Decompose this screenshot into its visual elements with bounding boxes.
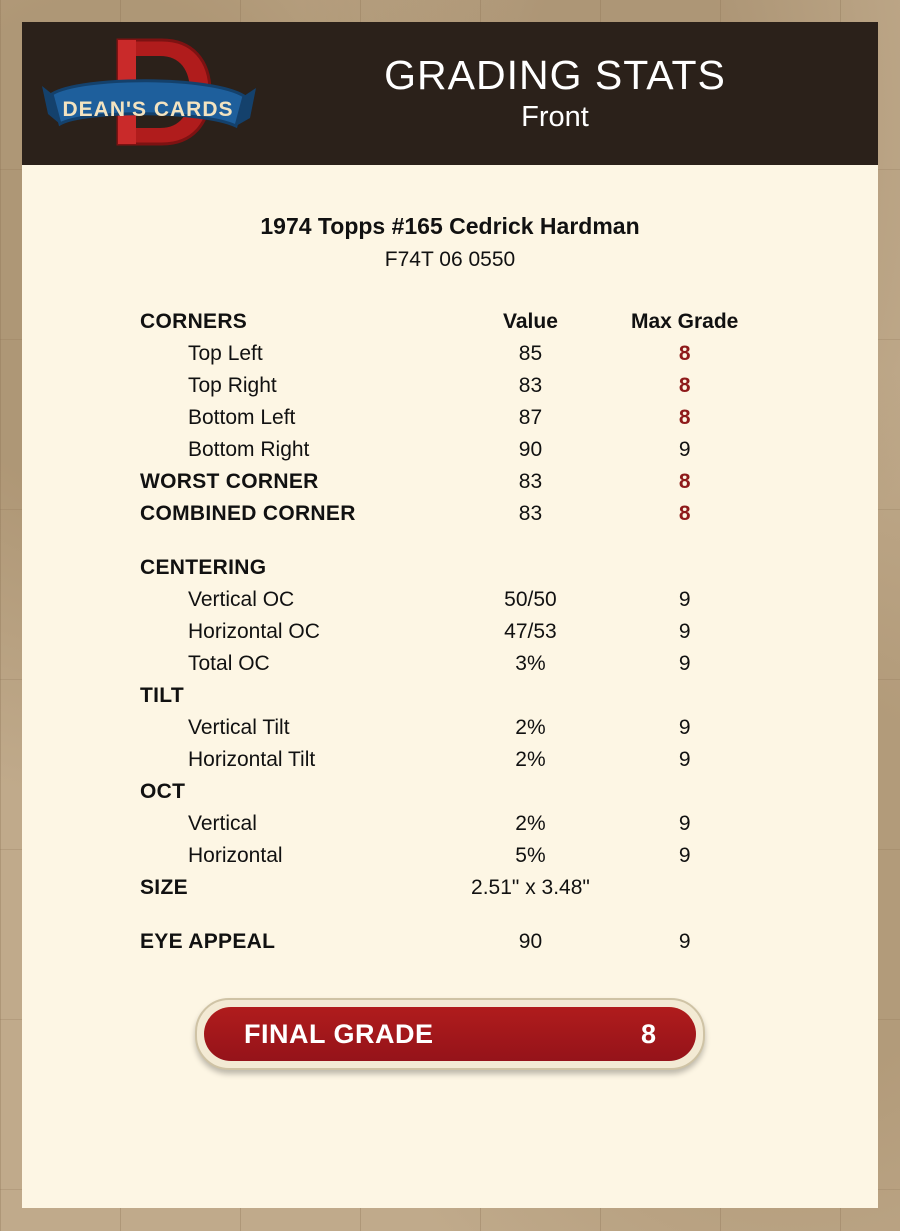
row-label-oct-vertical: Vertical bbox=[188, 812, 257, 835]
table-header-row bbox=[140, 306, 760, 338]
row-grade-vertical-tilt: 9 bbox=[678, 716, 691, 739]
row-grade-total-oc: 9 bbox=[678, 652, 691, 675]
row-grade-eye-appeal: 9 bbox=[678, 930, 691, 953]
table-row bbox=[140, 370, 760, 402]
section-header-corners: CORNERS bbox=[140, 310, 248, 333]
table-row bbox=[140, 808, 760, 840]
row-label-vertical-tilt: Vertical Tilt bbox=[188, 716, 290, 739]
final-grade-label: FINAL GRADE bbox=[244, 1018, 434, 1049]
row-value-total-oc: 3% bbox=[515, 652, 546, 675]
table-row bbox=[140, 776, 760, 808]
row-spacer bbox=[140, 530, 760, 552]
grading-stats-table bbox=[140, 306, 760, 958]
logo-graphic bbox=[22, 22, 272, 165]
row-value-bottom-right: 90 bbox=[518, 438, 543, 461]
row-value-top-right: 83 bbox=[518, 374, 543, 397]
table-row bbox=[140, 712, 760, 744]
row-grade-combined-corner: 8 bbox=[678, 502, 691, 525]
row-value-oct-vertical: 2% bbox=[515, 812, 546, 835]
deans-cards-logo bbox=[22, 22, 272, 165]
table-row bbox=[140, 402, 760, 434]
page-subtitle: Front bbox=[521, 100, 589, 133]
row-grade-top-left: 8 bbox=[678, 342, 691, 365]
table-row bbox=[140, 616, 760, 648]
row-grade-bottom-left: 8 bbox=[678, 406, 691, 429]
row-value-vertical-oc: 50/50 bbox=[504, 588, 557, 611]
row-value-horizontal-tilt: 2% bbox=[515, 748, 546, 771]
row-label-horizontal-tilt: Horizontal Tilt bbox=[188, 748, 316, 771]
table-row bbox=[140, 680, 760, 712]
row-value-size: 2.51" x 3.48" bbox=[471, 876, 590, 899]
table-row bbox=[140, 926, 760, 958]
table-row bbox=[140, 648, 760, 680]
final-grade-frame bbox=[195, 998, 705, 1070]
report-header bbox=[22, 22, 878, 165]
row-label-top-right: Top Right bbox=[188, 374, 277, 397]
page-title: GRADING STATS bbox=[384, 51, 726, 98]
final-grade-value: 8 bbox=[640, 1018, 656, 1049]
row-label-vertical-oc: Vertical OC bbox=[188, 588, 295, 611]
section-header-size: SIZE bbox=[140, 876, 188, 899]
row-grade-horizontal-tilt: 9 bbox=[678, 748, 691, 771]
row-label-horizontal-oc: Horizontal OC bbox=[188, 620, 320, 643]
row-value-top-left: 85 bbox=[518, 342, 543, 365]
row-grade-worst-corner: 8 bbox=[678, 470, 691, 493]
row-grade-oct-horizontal: 9 bbox=[678, 844, 691, 867]
row-label-top-left: Top Left bbox=[188, 342, 263, 365]
row-grade-top-right: 8 bbox=[678, 374, 691, 397]
table-row bbox=[140, 744, 760, 776]
row-grade-vertical-oc: 9 bbox=[678, 588, 691, 611]
row-value-worst-corner: 83 bbox=[518, 470, 543, 493]
table-row bbox=[140, 338, 760, 370]
table-row bbox=[140, 872, 760, 904]
final-grade-bar bbox=[204, 1007, 696, 1061]
svg-text:DEAN'S CARDS: DEAN'S CARDS bbox=[62, 98, 234, 121]
row-value-combined-corner: 83 bbox=[518, 502, 543, 525]
table-row bbox=[140, 584, 760, 616]
section-header-centering: CENTERING bbox=[140, 556, 267, 579]
table-row bbox=[140, 434, 760, 466]
row-value-bottom-left: 87 bbox=[518, 406, 543, 429]
table-row bbox=[140, 552, 760, 584]
grading-report-sheet bbox=[22, 22, 878, 1208]
row-value-vertical-tilt: 2% bbox=[515, 716, 546, 739]
row-value-oct-horizontal: 5% bbox=[515, 844, 546, 867]
row-grade-bottom-right: 9 bbox=[678, 438, 691, 461]
row-label-oct-horizontal: Horizontal bbox=[188, 844, 283, 867]
row-label-worst-corner: WORST CORNER bbox=[140, 470, 319, 493]
header-title-group bbox=[272, 53, 878, 135]
table-row bbox=[140, 466, 760, 498]
card-title: 1974 Topps #165 Cedrick Hardman bbox=[260, 213, 640, 239]
table-row bbox=[140, 840, 760, 872]
card-code: F74T 06 0550 bbox=[384, 248, 516, 271]
section-header-oct: OCT bbox=[140, 780, 186, 803]
row-value-eye-appeal: 90 bbox=[518, 930, 543, 953]
row-label-bottom-left: Bottom Left bbox=[188, 406, 296, 429]
column-header-value: Value bbox=[503, 310, 558, 333]
row-grade-horizontal-oc: 9 bbox=[678, 620, 691, 643]
table-row bbox=[140, 498, 760, 530]
section-header-eye-appeal: EYE APPEAL bbox=[140, 930, 276, 953]
column-header-max-grade: Max Grade bbox=[630, 310, 739, 333]
section-header-tilt: TILT bbox=[140, 684, 184, 707]
final-grade-section bbox=[195, 998, 705, 1070]
row-label-bottom-right: Bottom Right bbox=[188, 438, 310, 461]
report-body bbox=[22, 165, 878, 1070]
row-label-combined-corner: COMBINED CORNER bbox=[140, 502, 356, 525]
row-value-horizontal-oc: 47/53 bbox=[504, 620, 557, 643]
row-grade-oct-vertical: 9 bbox=[678, 812, 691, 835]
row-label-total-oc: Total OC bbox=[188, 652, 270, 675]
row-spacer bbox=[140, 904, 760, 926]
